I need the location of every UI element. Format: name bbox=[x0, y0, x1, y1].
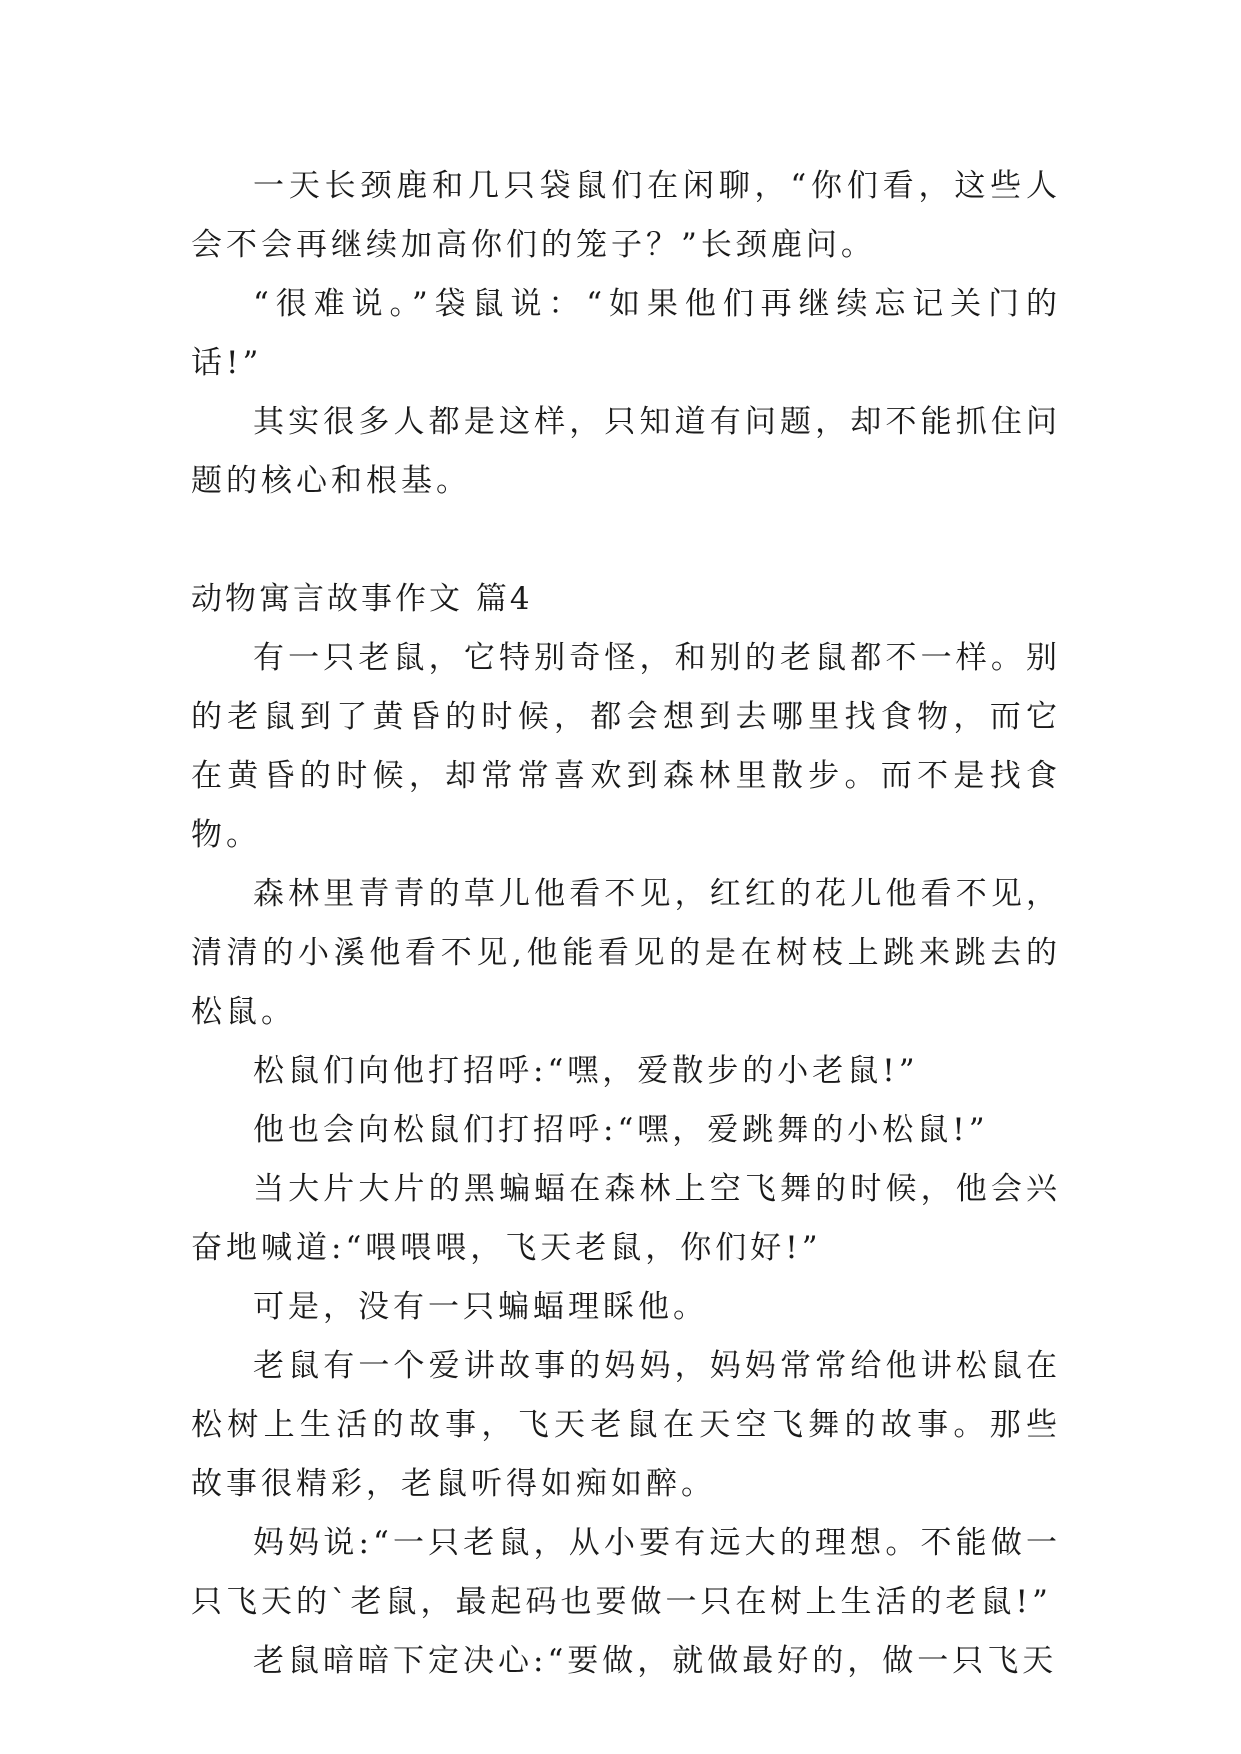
paragraph: 有一只老鼠，它特别奇怪，和别的老鼠都不一样。别的老鼠到了黄昏的时候，都会想到去哪里找食物，而它在黄昏的时候，却常常喜欢到森林里散步。而不是找食物。 bbox=[191, 640, 1061, 853]
paragraph: 松鼠们向他打招呼:“嘿，爱散步的小老鼠!” bbox=[253, 1053, 919, 1089]
paragraph: 当大片大片的黑蝙蝠在森林上空飞舞的时候，他会兴奋地喊道:“喂喂喂，飞天老鼠，你们好!” bbox=[191, 1171, 1061, 1266]
paragraph: 他也会向松鼠们打招呼:“嘿，爱跳舞的小松鼠!” bbox=[253, 1112, 989, 1148]
paragraph: “很难说。”袋鼠说：“如果他们再继续忘记关门的话!” bbox=[191, 286, 1061, 381]
paragraph: 森林里青青的草儿他看不见，红红的花儿他看不见，清清的小溪他看不见,他能看见的是在树枝上跳来跳去的松鼠。 bbox=[191, 876, 1061, 1030]
paragraph: 其实很多人都是这样，只知道有问题，却不能抓住问题的核心和根基。 bbox=[191, 404, 1061, 499]
paragraph: 一天长颈鹿和几只袋鼠们在闲聊，“你们看，这些人会不会再继续加高你们的笼子？”长颈鹿问。 bbox=[191, 168, 1061, 263]
story-section-4 bbox=[191, 570, 1061, 1691]
paragraph: 妈妈说:“一只老鼠，从小要有远大的理想。不能做一只飞天的`老鼠，最起码也要做一只在树上生活的老鼠!” bbox=[191, 1525, 1061, 1620]
paragraph: 可是，没有一只蝙蝠理睬他。 bbox=[253, 1289, 708, 1325]
paragraph: 老鼠暗暗下定决心:“要做，就做最好的，做一只飞天 bbox=[253, 1643, 1058, 1679]
story-continuation bbox=[191, 157, 1061, 511]
paragraph: 老鼠有一个爱讲故事的妈妈，妈妈常常给他讲松鼠在松树上生活的故事，飞天老鼠在天空飞舞的故事。那些故事很精彩，老鼠听得如痴如醉。 bbox=[191, 1348, 1061, 1502]
section-heading: 动物寓言故事作文 篇4 bbox=[191, 581, 533, 617]
